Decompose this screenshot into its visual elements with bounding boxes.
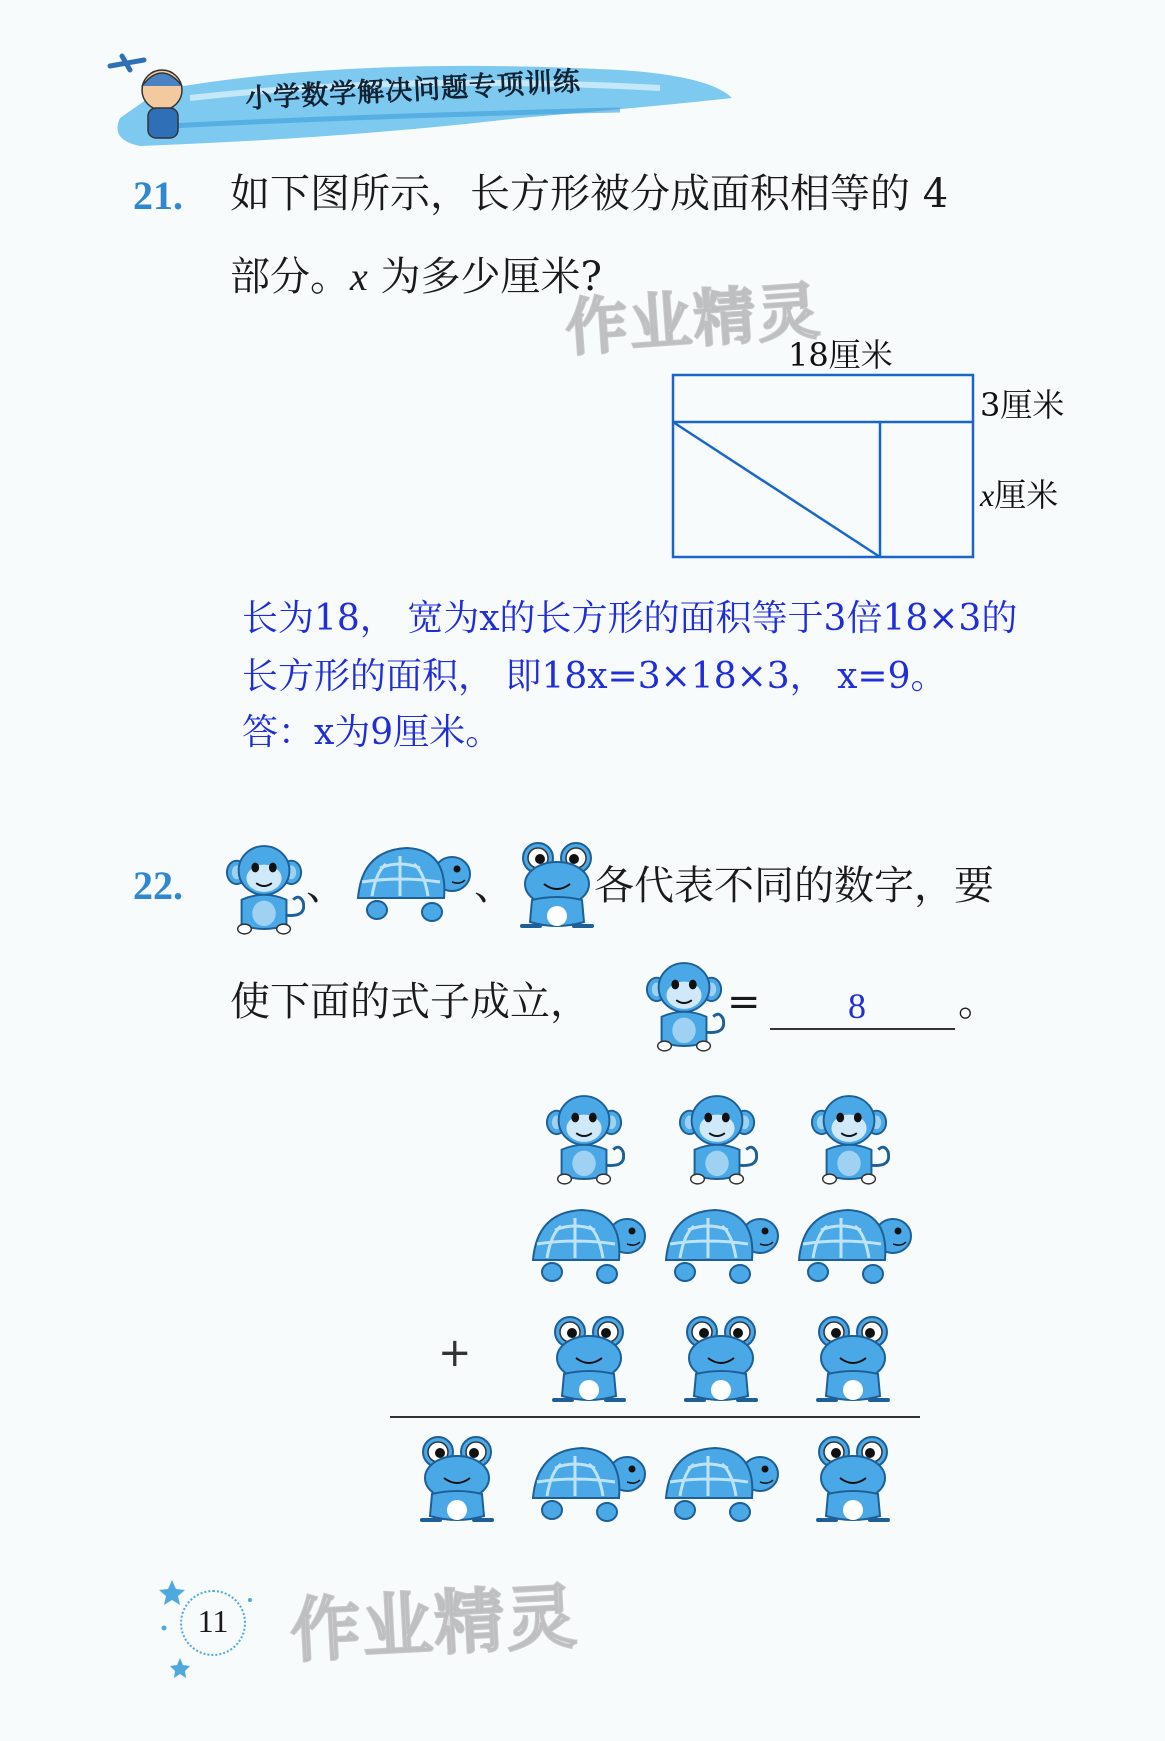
answer-line-2: 长方形的面积， 即18x=3×18×3， x=9。 [242, 656, 947, 697]
turtle-icon [793, 1200, 915, 1290]
frog-icon [814, 1312, 892, 1408]
answer-line-1: 长为18， 宽为x的长方形的面积等于3倍18×3的 [242, 598, 1018, 639]
turtle-icon [660, 1200, 782, 1290]
question-22-separator-2: 、 [474, 863, 514, 909]
question-21-line-2 [230, 254, 602, 300]
question-21-line-2-post: 为多少厘米? [367, 254, 602, 300]
turtle-icon [527, 1438, 649, 1528]
page-number: 11 [197, 1603, 229, 1639]
equals-sign: = [727, 979, 761, 1025]
answer-blank-value: 8 [848, 986, 866, 1026]
question-22-line-1: 各代表不同的数字，要 [594, 863, 994, 909]
diagram-top-width-label: 3厘米 [980, 386, 1065, 424]
diagram-x-width-label [980, 470, 1058, 516]
monkey-icon [645, 955, 725, 1055]
question-21-line-1: 如下图所示，长方形被分成面积相等的 4 [230, 171, 949, 217]
header-title: 小学数学解决问题专项训练 [244, 66, 582, 115]
question-21-number: 21. [133, 173, 183, 218]
turtle-icon [352, 838, 474, 928]
question-21-variable-x: x [350, 254, 368, 299]
rectangle-diagram [670, 372, 980, 562]
answer-blank [770, 1028, 955, 1030]
monkey-icon [545, 1088, 625, 1188]
question-22-number: 22. [133, 863, 183, 908]
question-22-separator-1: 、 [306, 863, 346, 909]
turtle-icon [660, 1438, 782, 1528]
question-21-line-2-pre: 部分。 [230, 254, 350, 300]
frog-icon [518, 838, 596, 934]
frog-icon [682, 1312, 760, 1408]
watermark-bottom: 作业精灵 [288, 1575, 581, 1673]
diagram-variable-x: x [980, 477, 995, 513]
turtle-icon [527, 1200, 649, 1290]
plus-sign: + [438, 1330, 472, 1376]
header-banner [100, 48, 740, 153]
monkey-icon [810, 1088, 890, 1188]
frog-icon [550, 1312, 628, 1408]
frog-icon [814, 1432, 892, 1528]
frog-icon [418, 1432, 496, 1528]
watermark-top: 作业精灵 [563, 274, 824, 365]
diagram-top-length-label: 18厘米 [788, 336, 893, 374]
monkey-icon [225, 838, 305, 938]
monkey-icon [678, 1088, 758, 1188]
diagram-x-unit: 厘米 [994, 476, 1059, 514]
question-22-line-2: 使下面的式子成立， [230, 979, 590, 1025]
answer-line-3: 答：x为9厘米。 [242, 712, 502, 753]
sum-line [390, 1416, 920, 1418]
question-22-line-2-end: 。 [958, 979, 998, 1025]
